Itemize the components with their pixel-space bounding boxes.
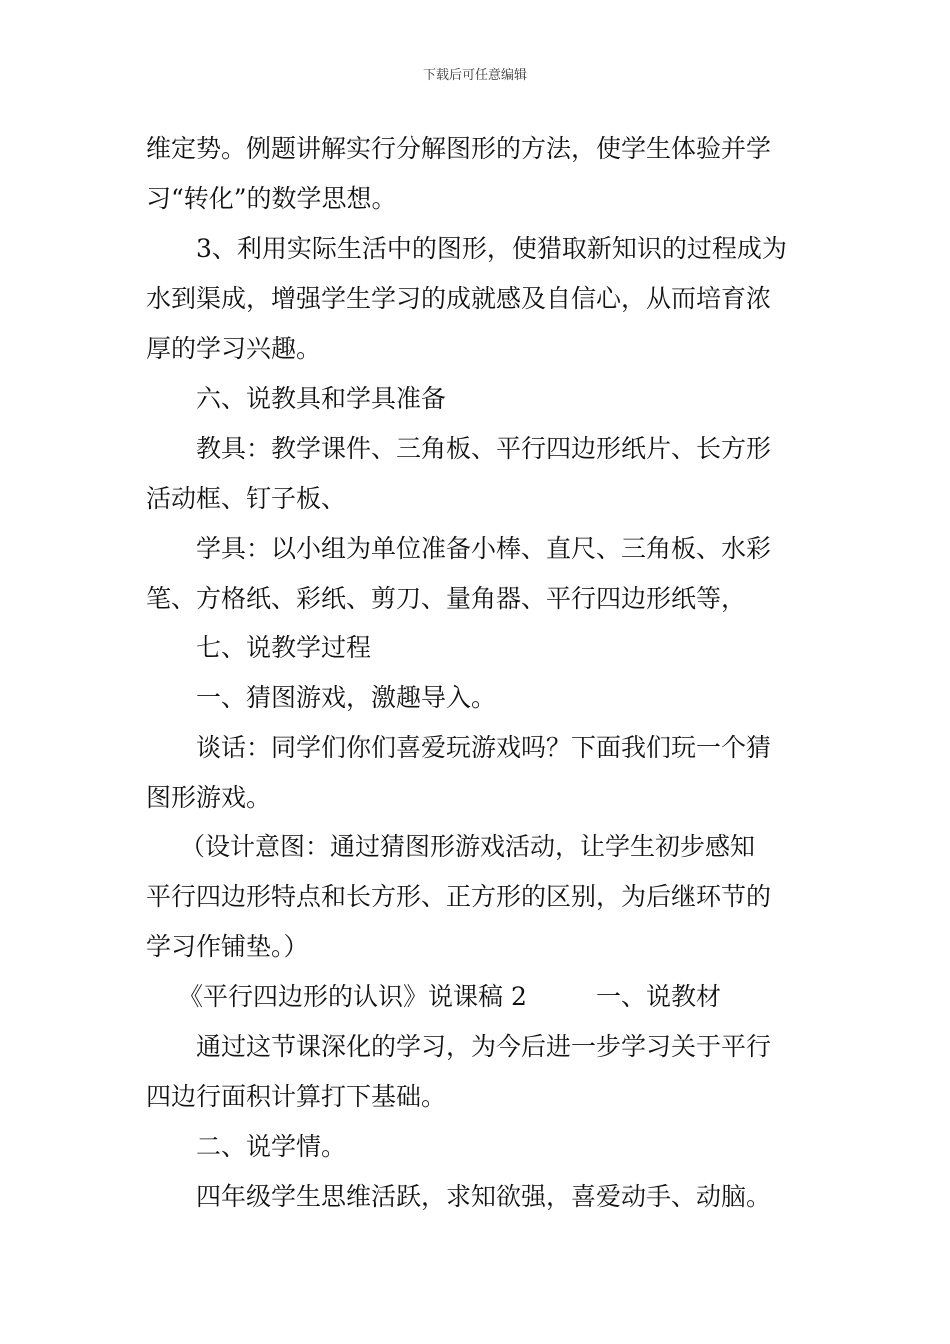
text-line: 四年级学生思维活跃，求知欲强，喜爱动手、动脑。 — [196, 1182, 772, 1211]
text-line: 水到渠成，增强学生学习的成就感及自信心，从而培育浓 — [146, 284, 772, 313]
text-line: 笔、方格纸、彩纸、剪刀、量角器、平行四边形纸等， — [146, 584, 747, 613]
text-line: 图形游戏。 — [146, 783, 272, 812]
text-line: 维定势。例题讲解实行分解图形的方法，使学生体验并学 — [146, 134, 772, 163]
text-line: 3、利用实际生活中的图形，使猎取新知识的过程成为 — [196, 234, 787, 263]
text-line: 谈话：同学们你们喜爱玩游戏吗？下面我们玩一个猜 — [196, 733, 772, 762]
section-heading: 七、说教学过程 — [196, 633, 372, 662]
section-heading: 二、说学情。 — [196, 1132, 347, 1161]
text-line: 学习作铺垫。） — [146, 932, 309, 961]
section-heading: 六、说教具和学具准备 — [196, 384, 447, 413]
text-line: 通过这节课深化的学习，为今后进一步学习关于平行 — [196, 1032, 772, 1061]
text-line: 活动框、钉子板、 — [146, 484, 347, 513]
text-line: 厚的学习兴趣。 — [146, 334, 322, 363]
text-line: （设计意图：通过猜图形游戏活动，让学生初步感知 — [180, 832, 756, 861]
page-header: 下载后可任意编辑 — [422, 68, 527, 83]
section-heading: 一、说教材 — [596, 982, 722, 1011]
text-line: 教具：教学课件、三角板、平行四边形纸片、长方形 — [196, 434, 772, 463]
text-line: 习“转化”的数学思想。 — [146, 184, 397, 213]
document-title: 《平行四边形的认识》说课稿 2 — [178, 982, 527, 1011]
text-line: 学具：以小组为单位准备小棒、直尺、三角板、水彩 — [196, 534, 772, 563]
text-line: 平行四边形特点和长方形、正方形的区别，为后继环节的 — [146, 882, 772, 911]
text-line: 一、猜图游戏，激趣导入。 — [196, 683, 497, 712]
text-line: 四边行面积计算打下基础。 — [146, 1082, 447, 1111]
